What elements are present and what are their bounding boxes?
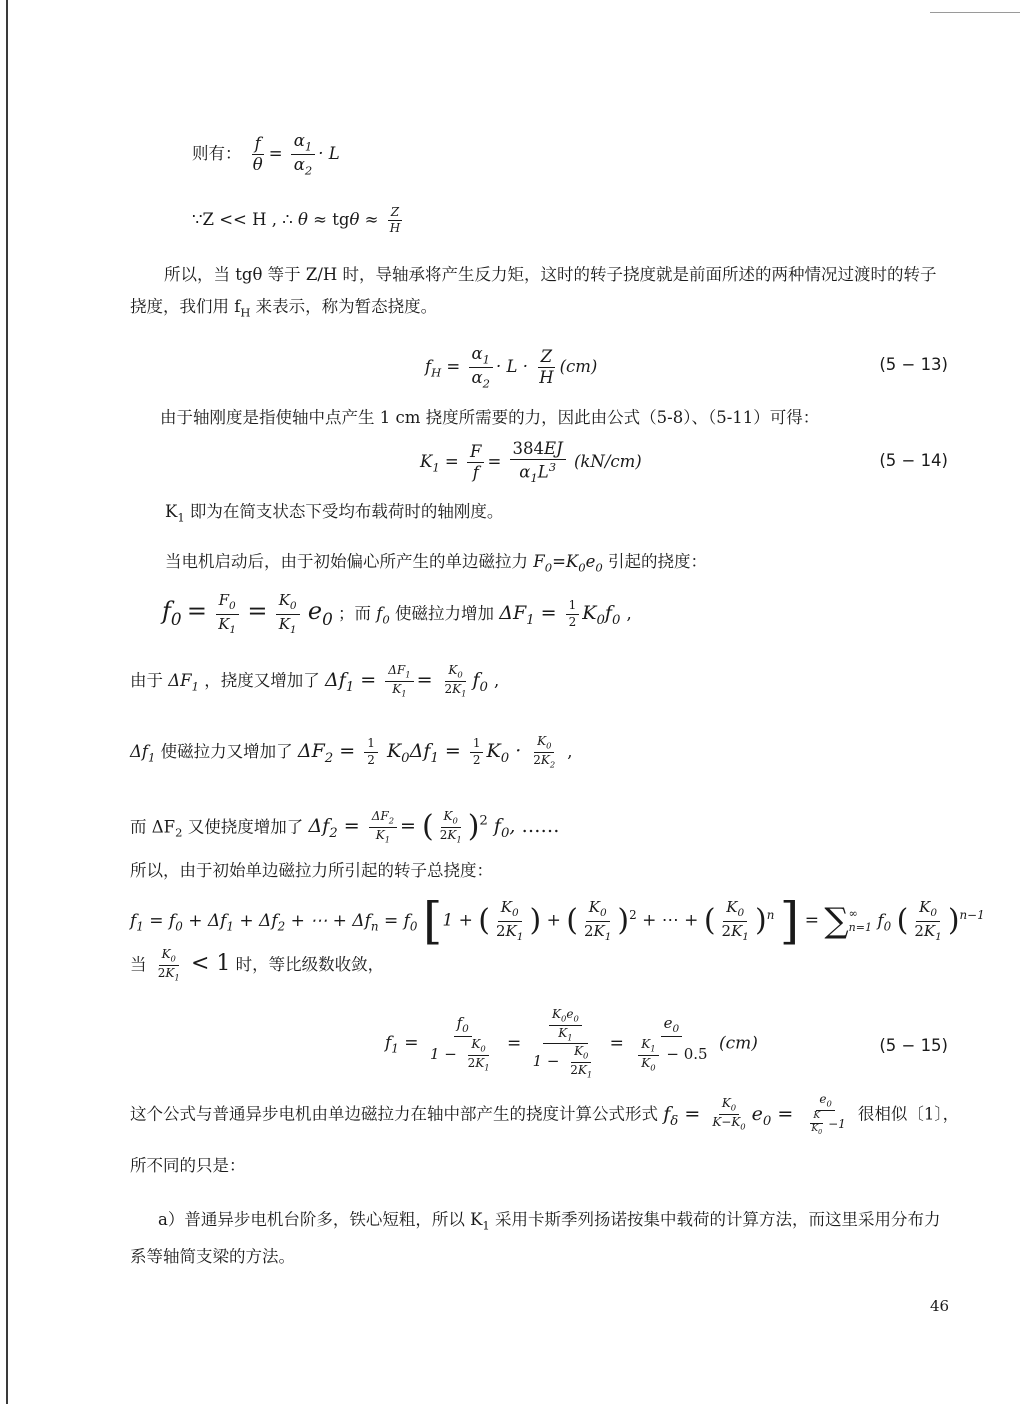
formula-theta-approx: ∵Z << H , ∴ θ ≈ tgθ ≈ $\frac{Z}{H}$: [192, 204, 401, 235]
page-number: 46: [930, 1297, 950, 1315]
equation-5-14: $K_1$ = $\frac{F}{f}$ = $\frac{384EJ}{\alpha_1L^3}$ (kN/cm): [420, 439, 642, 485]
formula-f-over-theta: 则有： $\frac{f}{\theta}$ = $\frac{\alpha_1}{\alpha_2}$ · L: [192, 131, 340, 178]
equation-5-13: $f_H$ = $\frac{\alpha_1}{\alpha_2}$ · L · $\frac{Z}{H}$ (cm): [425, 344, 598, 391]
equation-number-5-14: (5 − 14): [879, 451, 948, 470]
paragraph-motor-start: 当电机启动后，由于初始偏心所产生的单边磁拉力 $F_0=K_0e_0$ 引起的挠度：: [165, 552, 707, 575]
paragraph-k1-definition: $K_1$ 即为在简支状态下受均布载荷时的轴刚度。: [165, 502, 504, 525]
paragraph-total-deflection: 所以，由于初始单边磁拉力所引起的转子总挠度：: [130, 861, 493, 880]
formula-delta-f1: 由于 $\Delta F_1$ ，挠度又增加了 $\Delta f_1$ = $\frac{\Delta F_1}{K_1}$ = $\frac{K_0}{2K_1}$ $f_0$ ,: [130, 662, 500, 698]
scan-top-mark: [930, 12, 1020, 13]
equation-number-5-13: (5 − 13): [879, 355, 948, 374]
paragraph-difference: 所不同的只是：: [130, 1156, 246, 1175]
formula-delta-F2: $\Delta f_1$ 使磁拉力又增加了 $\Delta F_2$ = $\frac{1}{2}$ $K_0\Delta f_1$ = $\frac{1}{2}$ $K_0$ · $\frac{K_0}{2K_2}$ ,: [130, 733, 573, 769]
paragraph-shaft-stiffness: 由于轴刚度是指使轴中点产生 1 cm 挠度所需要的力，因此由公式（5-8）、（5-11）可得：: [160, 408, 820, 427]
scan-left-edge: [6, 0, 8, 1404]
paragraph-transient-deflection: 所以，当 tgθ 等于 Z/H 时，导轴承将产生反力矩，这时的转子挠度就是前面所述的两种情况过渡时的转子挠度，我们用 $f_H$ 来表示，称为暂态挠度。: [130, 265, 937, 320]
equation-number-5-15: (5 − 15): [879, 1036, 948, 1055]
paragraph-ordinary-motor: 这个公式与普通异步电机由单边磁拉力在轴中部产生的挠度计算公式形式 $f_\delta$ = $\frac{K_0}{K-K_0}$ $e_0$ = $e_0$ $\frac{K}{K_0}$ −1 很相似〔1〕，: [130, 1092, 960, 1136]
formula-series-sum: $f_1 = f_0 + \Delta f_1 + \Delta f_2$ + ⋯ + $\Delta f_n = f_0$ [1 + ( $\frac{K_0}{2K_1}$ ) + ( $\frac{K_0}{2K_1}$ )$^2$ + ⋯ + ( $\frac{K_0}{2K_1}$ )$^n$ ] = ∑ ∞ n=1 $f_0$ ( $\frac{K_0}{2K_1}$ )$^{n-1}$: [130, 892, 985, 951]
equation-5-15: $f_1$ = $f_0$ 1 − $\frac{K_0}{2K_1}$ = $\frac{K_0e_0}{K_1}$ 1 − $\frac{K_0}{2K_1}$ = $e_0$ $\frac{K_1}{K_0}$ − 0.5 (cm): [385, 1007, 758, 1080]
formula-delta-f2: 而 $\Delta F_2$ 又使挠度增加了 $\Delta f_2$ = $\frac{\Delta F_2}{K_1}$ = ( $\frac{K_0}{2K_1}$ )$^2$ $f_0$, ……: [130, 809, 560, 845]
paragraph-item-a: a）普通异步电机台阶多，铁心短粗，所以 $K_1$ 采用卡斯季列扬诺按集中载荷的计算方法，而这里采用分布力系等轴简支梁的方法。: [130, 1210, 941, 1267]
formula-convergence: 当 $\frac{K_0}{2K_1}$ < 1 时，等比级数收敛，: [130, 947, 385, 983]
formula-f0: $f_0$ = $\frac{F_0}{K_1}$ = $\frac{K_0}{K_1}$ $e_0$ ；而 $f_0$ 使磁拉力增加 $\Delta F_1$ = $\frac{1}{2}$ $K_0f_0$ ,: [162, 591, 632, 636]
